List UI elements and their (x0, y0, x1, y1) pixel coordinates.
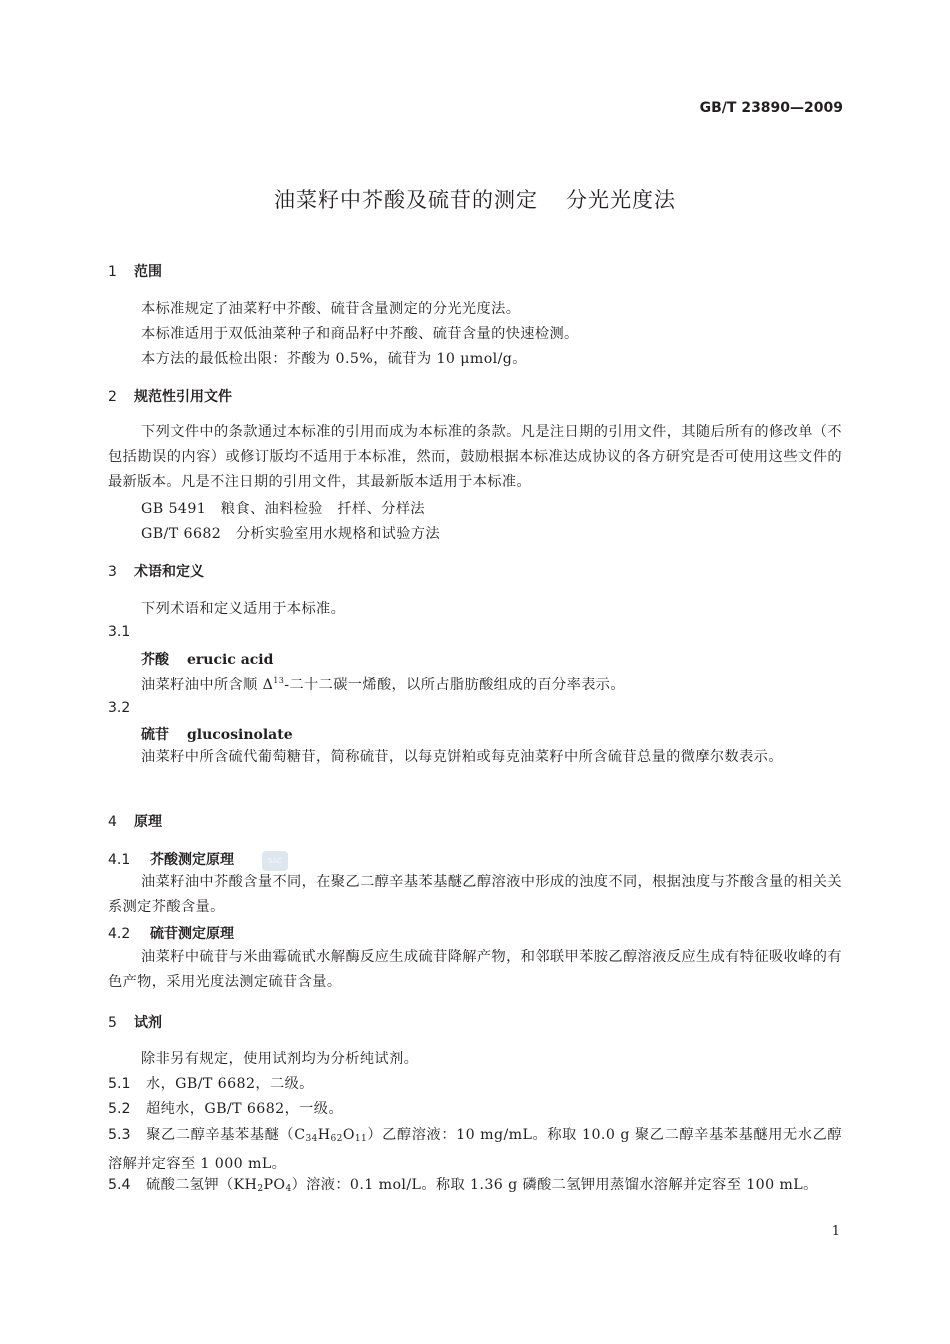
section-3-heading: 3 术语和定义 (108, 564, 204, 580)
paragraph: 下列文件中的条款通过本标准的引用而成为本标准的条款。凡是注日期的引用文件，其随后所有的修改单（不包括勘误的内容）或修订版均不适用于本标准，然而，鼓励根据本标准达成协议的各方研究是否可使用这些文件的最新版本。凡是不注日期的引用文件，其最新版本适用于本标准。 (108, 424, 842, 490)
reagent-item: 5.4 硫酸二氢钾（KH2PO4）溶液：0.1 mol/L。称取 1.36 g 磷酸二氢钾用蒸馏水溶解并定容至 100 mL。 (108, 1177, 818, 1194)
title-method: 分光光度法 (566, 188, 676, 212)
sac-watermark-logo: SAC (262, 851, 288, 871)
section-4-heading: 4 原理 (108, 814, 162, 830)
term-chinese: 芥酸 (141, 652, 169, 668)
subsection-4-2-heading: 4.2 硫苷测定原理 (108, 926, 234, 942)
paragraph: 下列术语和定义适用于本标准。 (141, 601, 346, 617)
paragraph: 本标准规定了油菜籽中芥酸、硫苷含量测定的分光光度法。 (141, 301, 521, 317)
standard-number: GB/T 23890—2009 (699, 100, 843, 116)
reagent-item: 5.3 聚乙二醇辛基苯基醚（C34H62O11）乙醇溶液：10 mg/mL。称取 10.0 g 聚乙二醇辛基苯基醚用无水乙醇溶解并定容至 1 000 mL。 (108, 1127, 842, 1172)
reference-item: GB 5491 粮食、油料检验 扦样、分样法 (141, 501, 425, 517)
paragraph: 本方法的最低检出限：芥酸为 0.5%，硫苷为 10 μmol/g。 (141, 351, 527, 367)
subsection-4-1-heading: 4.1 芥酸测定原理 (108, 852, 234, 868)
term-chinese: 硫苷 (141, 727, 169, 743)
reagent-item: 5.2 超纯水，GB/T 6682，一级。 (108, 1101, 343, 1117)
term-definition: 油菜籽油中所含顺 $\Delta^{13}-$二十二碳一烯酸，以所占脂肪酸组成的百分率表示。 (141, 676, 625, 693)
term-english: glucosinolate (187, 727, 293, 743)
term-entry (141, 649, 273, 669)
term-number: 3.2 (108, 700, 131, 716)
paragraph: 油菜籽油中芥酸含量不同，在聚乙二醇辛基苯基醚乙醇溶液中形成的浊度不同，根据浊度与芥酸含量的相关关系测定芥酸含量。 (108, 874, 842, 915)
term-number: 3.1 (108, 624, 131, 640)
section-1-heading: 1 范围 (108, 264, 162, 280)
section-2-heading: 2 规范性引用文件 (108, 389, 232, 405)
section-5-heading: 5 试剂 (108, 1015, 162, 1031)
title-main: 油菜籽中芥酸及硫苷的测定 (274, 188, 538, 212)
reference-item: GB/T 6682 分析实验室用水规格和试验方法 (141, 526, 441, 542)
paragraph: 本标准适用于双低油菜种子和商品籽中芥酸、硫苷含量的快速检测。 (141, 326, 579, 342)
document-title (0, 184, 950, 214)
paragraph: 除非另有规定，使用试剂均为分析纯试剂。 (141, 1051, 419, 1067)
paragraph: 油菜籽中硫苷与米曲霉硫甙水解酶反应生成硫苷降解产物，和邻联甲苯胺乙醇溶液反应生成有特征吸收峰的有色产物，采用光度法测定硫苷含量。 (108, 949, 842, 990)
page-number: 1 (831, 1224, 840, 1239)
term-definition: 油菜籽中所含硫代葡萄糖苷，简称硫苷，以每克饼粕或每克油菜籽中所含硫苷总量的微摩尔数表示。 (141, 749, 783, 765)
reagent-item: 5.1 水，GB/T 6682，二级。 (108, 1076, 314, 1092)
term-english: erucic acid (187, 652, 274, 668)
term-entry (141, 724, 293, 744)
